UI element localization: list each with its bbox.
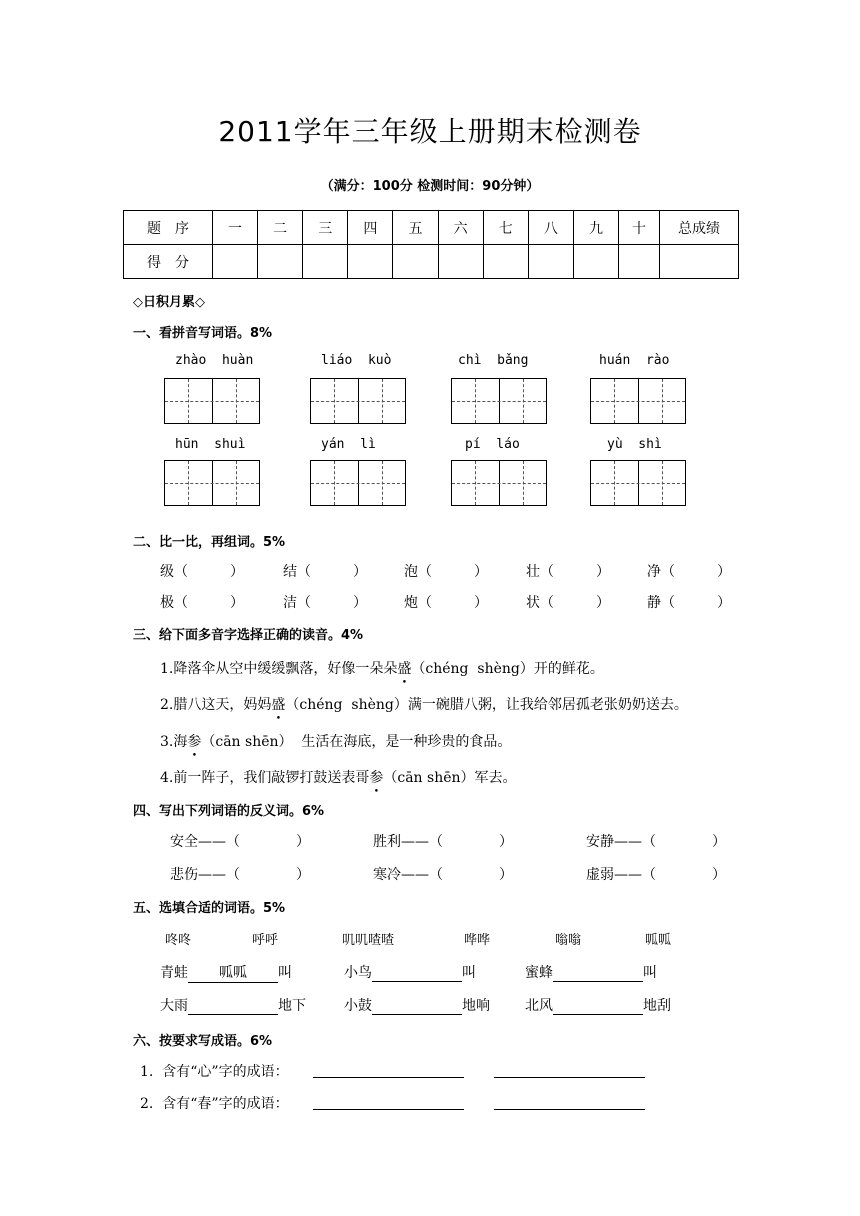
table-cell: 得 分 <box>124 245 213 279</box>
dotted-character: 盛 <box>271 697 286 713</box>
table-cell: 四 <box>348 211 393 245</box>
section-heading: ◇日积月累◇ <box>133 295 205 310</box>
writing-grid[interactable] <box>451 378 547 424</box>
answer-item[interactable]: 安全——（ ） <box>170 834 310 850</box>
writing-grid[interactable] <box>164 378 260 424</box>
pinyin-label: yán lì <box>321 437 376 452</box>
answer-item[interactable]: 极（ ） <box>160 595 244 611</box>
answer-item[interactable]: 胜利——（ ） <box>373 834 513 850</box>
score-cell[interactable] <box>213 245 258 279</box>
fill-blank[interactable]: 呱呱 <box>188 962 278 983</box>
score-cell[interactable] <box>258 245 303 279</box>
dotted-character: 参 <box>187 734 202 750</box>
writing-grid[interactable] <box>451 460 547 506</box>
pinyin-label: pí láo <box>465 437 520 452</box>
idiom-prompt: 1. 含有“心”字的成语： <box>140 1064 289 1080</box>
idiom-prompt: 2. 含有“春”字的成语： <box>140 1096 289 1112</box>
score-cell[interactable] <box>660 245 739 279</box>
exam-info: （满分：100分 检测时间：90分钟） <box>320 179 540 194</box>
fill-prefix: 小鸟 <box>344 965 372 981</box>
fill-blank[interactable] <box>372 964 462 982</box>
fill-prefix: 小鼓 <box>344 998 372 1014</box>
sentence-text: 4.前一阵子，我们敲锣打鼓送表哥 <box>160 770 370 786</box>
answer-item[interactable]: 级（ ） <box>160 564 244 580</box>
question-4-title: 四、写出下列词语的反义词。6% <box>133 804 325 819</box>
table-cell: 一 <box>213 211 258 245</box>
score-cell[interactable] <box>528 245 573 279</box>
answer-item[interactable]: 炮（ ） <box>404 595 488 611</box>
writing-grid[interactable] <box>310 460 406 506</box>
table-cell: 五 <box>393 211 438 245</box>
pronunciation-choice[interactable]: （chéng shèng）满一碗腊八粥，让我给邻居孤老张奶奶送去。 <box>285 697 688 713</box>
sentence-item <box>160 658 604 678</box>
answer-item[interactable]: 悲伤——（ ） <box>170 867 310 883</box>
writing-grid[interactable] <box>590 460 686 506</box>
question-6-title: 六、按要求写成语。6% <box>133 1034 273 1049</box>
answer-line[interactable] <box>313 1077 464 1078</box>
fill-prefix: 北风 <box>525 998 553 1014</box>
fill-item <box>160 962 292 983</box>
score-cell[interactable] <box>573 245 618 279</box>
table-cell: 二 <box>258 211 303 245</box>
fill-blank[interactable] <box>553 964 643 982</box>
fill-suffix: 叫 <box>643 965 657 981</box>
fill-prefix: 大雨 <box>160 998 188 1014</box>
word-option: 呱呱 <box>645 933 672 948</box>
table-cell: 总成绩 <box>660 211 739 245</box>
pinyin-label: liáo kuò <box>321 353 392 368</box>
pinyin-label: yù shì <box>607 437 662 452</box>
fill-suffix: 叫 <box>278 965 292 981</box>
table-cell: 题 序 <box>124 211 213 245</box>
sentence-text: 2.腊八这天，妈妈 <box>160 697 272 713</box>
writing-grid[interactable] <box>310 378 406 424</box>
fill-item <box>344 962 476 982</box>
fill-suffix: 地刮 <box>643 998 671 1014</box>
question-1-title: 一、看拼音写词语。8% <box>133 326 273 341</box>
fill-blank[interactable] <box>553 997 643 1015</box>
pinyin-label: huán rào <box>599 353 670 368</box>
word-option: 呼呼 <box>252 933 279 948</box>
table-cell: 十 <box>619 211 660 245</box>
fill-item <box>344 995 490 1015</box>
fill-suffix: 叫 <box>462 965 476 981</box>
score-cell[interactable] <box>393 245 438 279</box>
question-2-title: 二、比一比，再组词。5% <box>133 535 286 550</box>
score-cell[interactable] <box>348 245 393 279</box>
answer-line[interactable] <box>313 1109 464 1110</box>
answer-item[interactable]: 壮（ ） <box>526 564 610 580</box>
answer-item[interactable]: 虚弱——（ ） <box>586 867 726 883</box>
answer-line[interactable] <box>494 1109 645 1110</box>
sentence-text: 3.海 <box>160 734 188 750</box>
pinyin-label: hūn shuì <box>175 437 246 452</box>
pinyin-label: zhào huàn <box>175 353 254 368</box>
table-cell: 七 <box>483 211 528 245</box>
score-cell[interactable] <box>438 245 483 279</box>
score-table-header-row <box>124 211 739 245</box>
answer-item[interactable]: 静（ ） <box>647 595 731 611</box>
score-table <box>123 210 739 279</box>
answer-item[interactable]: 洁（ ） <box>283 595 367 611</box>
sentence-item <box>160 767 517 787</box>
word-option: 咚咚 <box>165 933 192 948</box>
question-5-title: 五、选填合适的词语。5% <box>133 901 286 916</box>
word-option: 嗡嗡 <box>555 933 582 948</box>
answer-item[interactable]: 寒冷——（ ） <box>373 867 513 883</box>
fill-item <box>525 995 671 1015</box>
fill-suffix: 地下 <box>278 998 306 1014</box>
score-cell[interactable] <box>619 245 660 279</box>
fill-item <box>525 962 657 982</box>
pronunciation-choice[interactable]: （cān shēn） 生活在海底，是一种珍贵的食品。 <box>201 734 512 750</box>
word-option: 叽叽喳喳 <box>342 933 395 948</box>
pinyin-label: chì bǎng <box>458 353 529 368</box>
table-cell: 八 <box>528 211 573 245</box>
answer-item[interactable]: 结（ ） <box>283 564 367 580</box>
dotted-character: 盛 <box>397 661 412 677</box>
fill-blank[interactable] <box>372 997 462 1015</box>
dotted-character: 参 <box>369 770 384 786</box>
answer-line[interactable] <box>494 1077 645 1078</box>
sentence-item <box>160 731 511 751</box>
table-cell: 六 <box>438 211 483 245</box>
answer-item[interactable]: 状（ ） <box>526 595 610 611</box>
fill-item <box>160 995 306 1015</box>
pronunciation-choice[interactable]: （chéng shèng）开的鲜花。 <box>411 661 604 677</box>
answer-item[interactable]: 泡（ ） <box>404 564 488 580</box>
question-3-title: 三、给下面多音字选择正确的读音。4% <box>133 628 364 643</box>
writing-grid[interactable] <box>164 460 260 506</box>
fill-suffix: 地响 <box>462 998 490 1014</box>
table-cell: 三 <box>303 211 348 245</box>
answer-item[interactable]: 安静——（ ） <box>586 834 726 850</box>
fill-blank[interactable] <box>188 997 278 1015</box>
score-cell[interactable] <box>483 245 528 279</box>
score-table-score-row <box>124 245 739 279</box>
page-title: 2011学年三年级上册期末检测卷 <box>218 115 642 148</box>
answer-item[interactable]: 净（ ） <box>647 564 731 580</box>
table-cell: 九 <box>573 211 618 245</box>
fill-prefix: 蜜蜂 <box>525 965 553 981</box>
score-cell[interactable] <box>303 245 348 279</box>
pronunciation-choice[interactable]: （cān shēn）军去。 <box>383 770 517 786</box>
sentence-item <box>160 694 688 714</box>
fill-prefix: 青蛙 <box>160 965 188 981</box>
word-option: 哗哗 <box>464 933 491 948</box>
writing-grid[interactable] <box>590 378 686 424</box>
sentence-text: 1.降落伞从空中缓缓飘落，好像一朵朵 <box>160 661 398 677</box>
